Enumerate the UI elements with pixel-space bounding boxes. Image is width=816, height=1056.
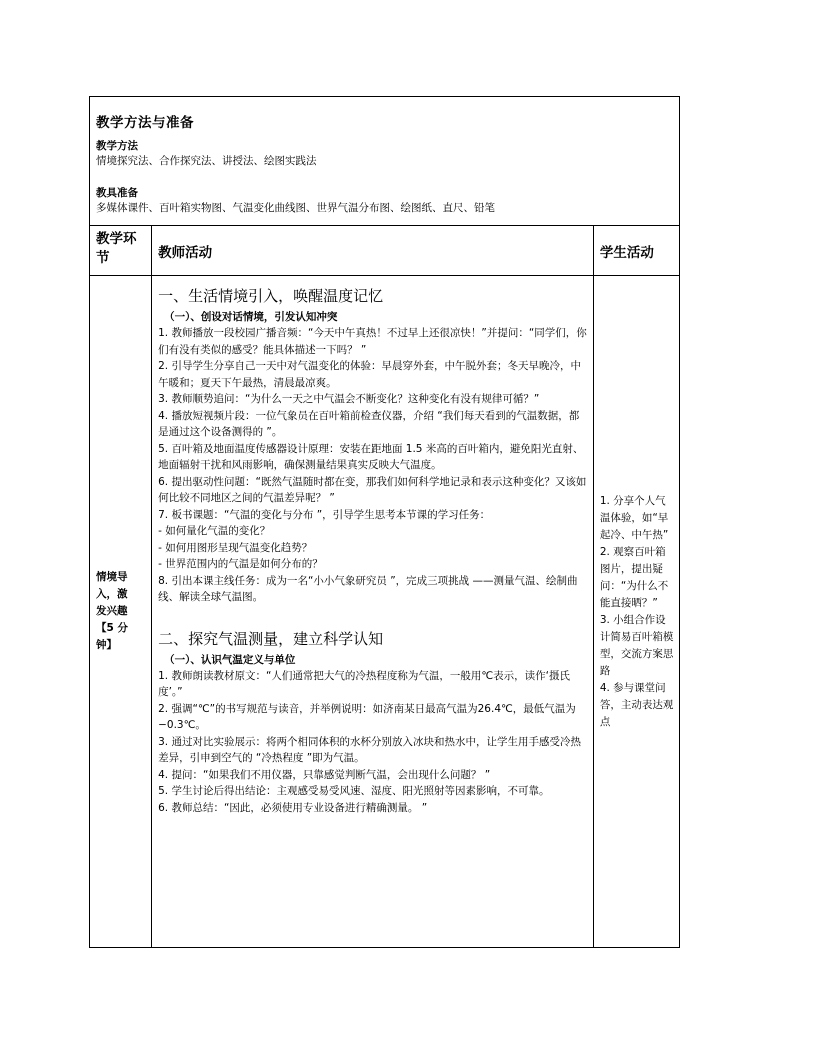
activity-item: 2. 强调“℃”的书写规范与读音，并举例说明：如济南某日最高气温为26.4℃，最低气温为−0.3℃。 bbox=[158, 702, 576, 731]
methods-row bbox=[90, 97, 680, 226]
activity-item: 5. 学生讨论后得出结论：主观感受易受风速、湿度、阳光照射等因素影响，不可靠。 bbox=[158, 785, 550, 797]
header-stage bbox=[90, 226, 152, 276]
activity-item: 3. 通过对比实验展示：将两个相同体积的水杯分别放入冰块和热水中，让学生用手感受冷热差异，引申到空气的 “冷热程度 ”即为气温。 bbox=[158, 735, 581, 764]
activity-item: 1. 教师播放一段校园广播音频：“今天中午真热！不过早上还很凉快！”并提问：“同学们，你们有没有类似的感受？能具体描述一下吗？ ” bbox=[158, 327, 587, 356]
materials-text: 多媒体课件、百叶箱实物图、气温变化曲线图、世界气温分布图、绘图纸、直尺、铅笔 bbox=[96, 202, 495, 214]
activity-item: 6. 提出驱动性问题：“既然气温随时都在变，那我们如何科学地记录和表示这种变化？又该如何比较不同地区之间的气温差异呢？ ” bbox=[158, 475, 587, 504]
student-item: 1. 分享个人气温体验，如“早起冷、中午热” bbox=[599, 494, 669, 541]
activity-item: - 世界范围内的气温是如何分布的？ bbox=[158, 558, 323, 570]
activity-item: 4. 播放短视频片段：一位气象员在百叶箱前检查仪器，介绍 “我们每天看到的气温数据，都是通过这个设备测得的 ”。 bbox=[158, 409, 580, 438]
student-item: 2. 观察百叶箱图片，提出疑问：“为什么不能直接晒？” bbox=[599, 545, 669, 609]
student-item: 3. 小组合作设计简易百叶箱模型，交流方案思路 bbox=[599, 613, 674, 677]
materials-label: 教具准备 bbox=[96, 187, 138, 199]
header-student: 学生活动 bbox=[593, 226, 679, 276]
stage-line: 发兴趣 bbox=[96, 605, 128, 617]
stage-line: 入，激 bbox=[96, 588, 128, 600]
header-stage-line2: 节 bbox=[96, 250, 110, 266]
activity-item: - 如何用图形呈现气温变化趋势？ bbox=[158, 541, 313, 554]
activity-item: 6. 教师总结：“因此，必须使用专业设备进行精确测量。 ” bbox=[158, 801, 428, 814]
header-teacher: 教师活动 bbox=[152, 226, 594, 276]
activity-item: - 如何量化气温的变化？ bbox=[158, 525, 271, 537]
section2-title: 二、探究气温测量，建立科学认知 bbox=[158, 629, 384, 648]
activity-item: 3. 教师顺势追问：“为什么一天之中气温会不断变化？这种变化有没有规律可循？” bbox=[158, 393, 540, 405]
teaching-methods-label: 教学方法 bbox=[96, 140, 138, 152]
activity-item: 4. 提问：“如果我们不用仪器，只靠感觉判断气温，会出现什么问题？ ” bbox=[158, 768, 491, 781]
lesson-table bbox=[89, 96, 680, 948]
stage-line: 【5 分 bbox=[96, 622, 128, 634]
stage-cell bbox=[90, 276, 152, 948]
teacher-activity-cell bbox=[152, 276, 594, 948]
header-stage-line1: 教学环 bbox=[96, 231, 137, 247]
header-row bbox=[90, 226, 680, 276]
activity-item: 5. 百叶箱及地面温度传感器设计原理：安装在距地面 1.5 米高的百叶箱内，避免阳光直射、地面辐射干扰和风雨影响，确保测量结果真实反映大气温度。 bbox=[158, 442, 584, 471]
student-activity-cell bbox=[593, 276, 679, 948]
activity-item: 7. 板书课题：“气温的变化与分布 ”，引导学生思考本节课的学习任务： bbox=[158, 508, 491, 521]
activity-item: 1. 教师朗读教材原文：“人们通常把大气的冷热程度称为气温，一般用℃表示，读作‘摄氏度’。” bbox=[158, 669, 571, 698]
stage-line: 情境导 bbox=[96, 571, 128, 583]
teaching-methods-text: 情境探究法、合作探究法、讲授法、绘图实践法 bbox=[96, 155, 317, 167]
methods-cell bbox=[90, 97, 680, 226]
methods-title: 教学方法与准备 bbox=[96, 115, 194, 131]
section2-subtitle: （一）、认识气温定义与单位 bbox=[164, 653, 296, 666]
stage-line: 钟】 bbox=[96, 639, 117, 651]
section1-title: 一、生活情境引入，唤醒温度记忆 bbox=[158, 287, 384, 305]
activity-item: 2. 引导学生分享自己一天中对气温变化的体验：早晨穿外套，中午脱外套；冬天早晚冷，中午暖和；夏天下午最热，清晨最凉爽。 bbox=[158, 360, 581, 389]
lesson-body-row bbox=[90, 276, 680, 948]
section1-subtitle: （一）、创设对话情境，引发认知冲突 bbox=[164, 311, 338, 323]
activity-item: 8. 引出本课主线任务：成为一名“小小气象研究员 ”，完成三项挑战 ——测量气温、绘制曲线、解读全球气温图。 bbox=[158, 574, 578, 603]
student-item: 4. 参与课堂问答，主动表达观点 bbox=[599, 681, 674, 728]
